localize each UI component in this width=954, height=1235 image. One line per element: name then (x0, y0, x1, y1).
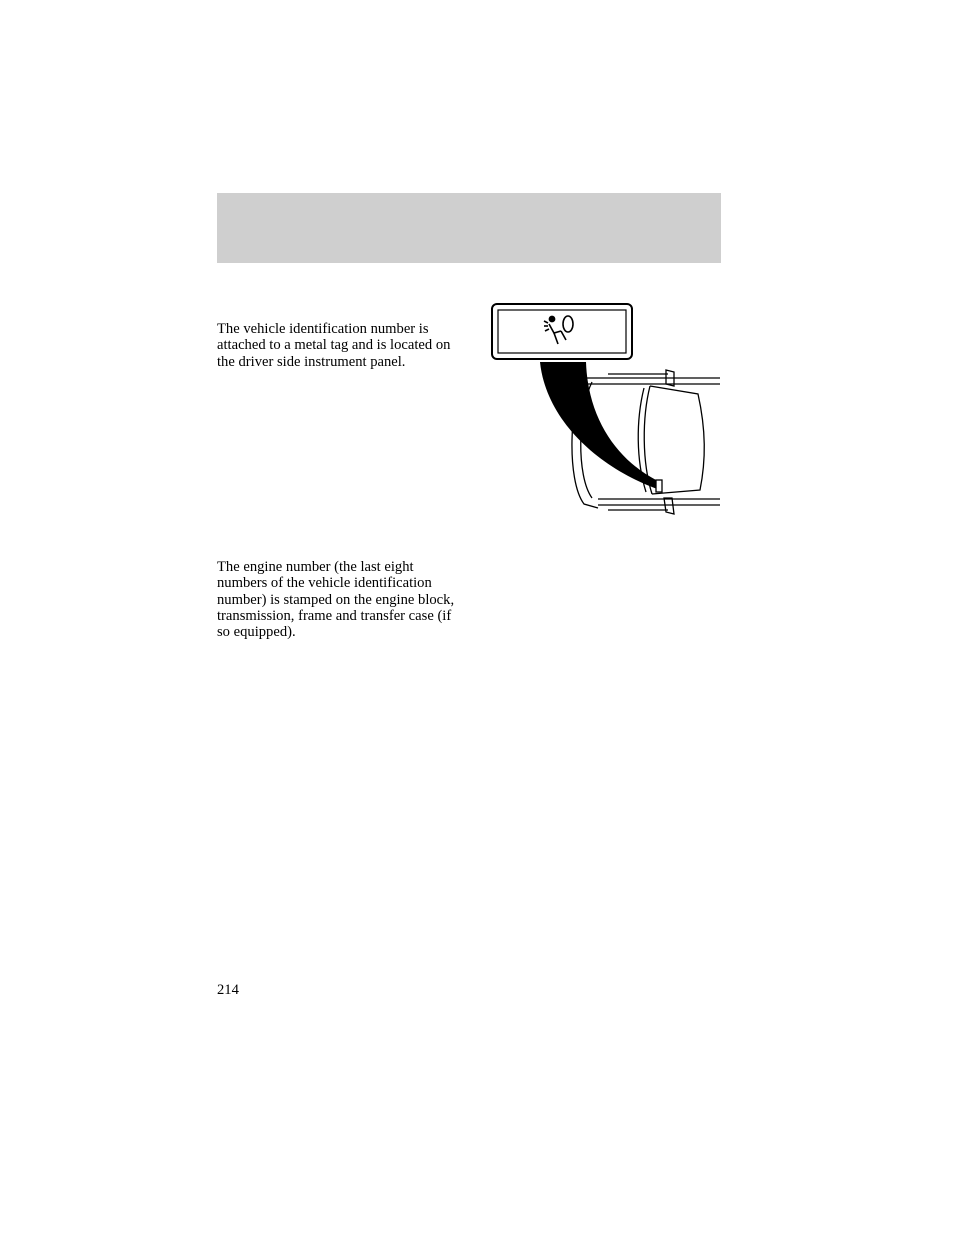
vin-location-paragraph: The vehicle identification number is attached to a metal tag and is located on the driver side instrument panel. (217, 321, 451, 370)
callout-wedge (540, 362, 660, 490)
section-header-band (217, 193, 721, 263)
page-number: 214 (217, 982, 239, 998)
engine-number-paragraph: The engine number (the last eight numbers of the vehicle identification number) is stamped on the engine block, transmission, frame and transfer case (if so equipped). (217, 559, 455, 641)
vin-location-illustration (488, 300, 724, 520)
